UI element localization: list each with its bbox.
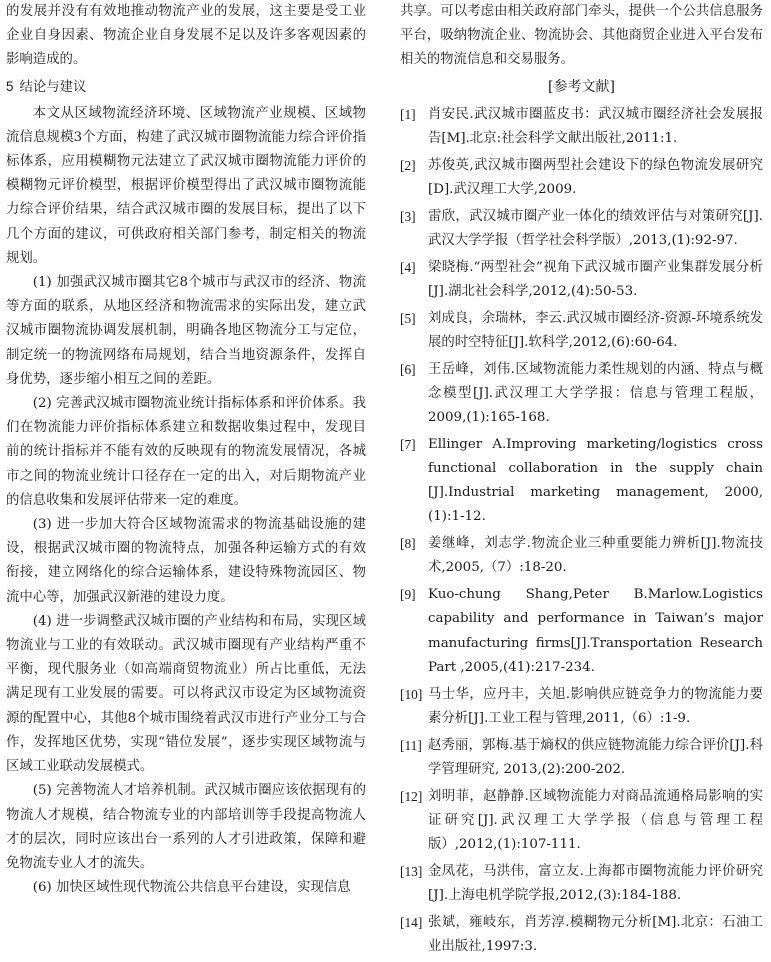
reference-item (400, 532, 763, 580)
paragraph-suggestion-6: (6) 加快区域性现代物流公共信息平台建设，实现信息 (32, 880, 351, 896)
section-number: 5 (6, 78, 14, 94)
paragraph-suggestion-2: (2) 完善武汉城市圈物流业统计指标体系和评价体系。我们在物流能力评价指标体系建立和数据收集过程中，发现目前的统计指标并不能有效的反映现有的物流发展情况，各城市之间的物流业统计口径存在一定的出入，对后期物流产业的信息收集和发展评估带来一定的难度。 (6, 396, 366, 508)
reference-item (400, 256, 763, 304)
reference-item (400, 433, 763, 530)
reference-item (400, 307, 763, 355)
paragraph-summary: 本文从区域物流经济环境、区域物流产业规模、区域物流信息规模3个方面，构建了武汉城市圈物流能力综合评价指标体系，应用模糊物元法建立了武汉城市圈物流能力评价的模糊物元评价模型，根据评价模型得出了武汉城市圈物流能力综合评价结果，结合武汉城市圈的发展目标，提出了以下几个方面的建议，可供政府相关部门参考，制定相关的物流规划。 (6, 105, 366, 266)
reference-number: [14] (400, 914, 423, 930)
reference-text: 王岳峰，刘伟.区域物流能力柔性规划的内涵、特点与概念模型[J].武汉理工大学学报：信息与管理工程版，2009,(1):165-168. (428, 361, 763, 426)
reference-number: [12] (400, 788, 423, 804)
reference-number: [8] (400, 536, 416, 552)
reference-text: 金凤花，马洪伟，富立友.上海都市圈物流能力评价研究[J].上海电机学院学报,2012,(3):184-188. (428, 863, 763, 904)
reference-number: [5] (400, 310, 416, 326)
reference-number: [7] (400, 436, 416, 452)
reference-text: 雷欣，武汉城市圈产业一体化的绩效评估与对策研究[J].武汉大学学报（哲学社会科学版）,2013,(1):92-97. (428, 208, 763, 248)
paragraph-suggestion-5: (5) 完善物流人才培养机制。武汉城市圈应该依据现有的物流人才规模，结合物流专业的内部培训等手段提高物流人才的层次，同时应该出台一系列的人才引进政策，保障和避免物流专业人才的流失。 (6, 783, 366, 871)
reference-number: [1] (400, 106, 416, 122)
reference-number: [3] (400, 208, 416, 224)
reference-item (400, 583, 763, 680)
reference-number: [4] (400, 259, 416, 275)
reference-item (400, 358, 763, 431)
right-continuation: 共享。可以考虑由相关政府部门牵头，提供一个公共信息服务平台，吸纳物流企业、物流协会、其他商贸企业进入平台发布相关的物流信息和交易服务。 (400, 4, 763, 68)
reference-number: [2] (400, 157, 416, 173)
section-title: 结论与建议 (19, 79, 87, 95)
reference-text: 肖安民.武汉城市圈蓝皮书：武汉城市圈经济社会发展报告[M].北京:社会科学文献出版社,2011:1. (428, 106, 763, 146)
reference-number: [11] (400, 737, 422, 753)
reference-item (400, 785, 763, 858)
reference-number: [13] (400, 863, 423, 879)
reference-number: [10] (400, 686, 423, 702)
left-column (6, 0, 366, 900)
intro-continuation: 的发展并没有有效地推动物流产业的发展，这主要是受工业企业自身因素、物流企业自身发展不足以及许多客观因素的影响造成的。 (6, 4, 366, 68)
reference-text: 赵秀丽，郭梅.基于熵权的供应链物流能力综合评价[J].科学管理研究, 2013,(2):200-202. (428, 737, 763, 777)
reference-text: Kuo-chung Shang,Peter B.Marlow.Logistics capability and performance in Taiwan’s major manufacturing firms[J].Transportation Research Part ,2005,(41):217-234. (428, 587, 763, 675)
reference-text: 马士华，应丹丰，关旭.影响供应链竞争力的物流能力要素分析[J].工业工程与管理,2011,（6）:1-9. (428, 686, 763, 726)
reference-text: 刘成良，余瑞林，李云.武汉城市圈经济-资源-环境系统发展的时空特征[J].软科学,2012,(6):60-64. (428, 310, 763, 350)
reference-text: 苏俊英,武汉城市圈两型社会建设下的绿色物流发展研究[D].武汉理工大学,2009. (428, 157, 763, 197)
section-heading (6, 75, 366, 100)
references-heading: [参考文献] (548, 78, 615, 95)
reference-item (400, 911, 763, 959)
reference-item (400, 734, 763, 782)
paragraph-suggestion-3: (3) 进一步加大符合区域物流需求的物流基础设施的建设，根据武汉城市圈的物流特点，加强各种运输方式的有效衔接，建立网络化的综合运输体系，建设特殊物流园区、物流中心等，加强武汉新港的建设力度。 (6, 517, 366, 605)
reference-item (400, 860, 763, 908)
reference-item (400, 154, 763, 202)
paragraph-suggestion-4: (4) 进一步调整武汉城市圈的产业结构和布局，实现区域物流业与工业的有效联动。武汉城市圈现有产业结构严重不平衡，现代服务业（如高端商贸物流业）所占比重低，无法满足现有工业发展的需要。可以将武汉市设定为区域物流资源的配置中心，其他8个城市围绕着武汉市进行产业分工与合作，发挥地区优势，实现“错位发展”，逐步实现区域物流与区域工业联动发展模式。 (6, 613, 366, 775)
reference-item (400, 205, 763, 253)
reference-list (400, 103, 763, 960)
right-column (400, 0, 763, 962)
reference-item (400, 103, 763, 151)
reference-text: Ellinger A.Improving marketing/logistics cross functional collaboration in the supply chain [J].Industrial marketing management, 2000, (1):1-12. (428, 436, 763, 525)
reference-text: 姜继峰，刘志学.物流企业三种重要能力辨析[J].物流技术,2005,（7）:18-20. (428, 536, 763, 576)
reference-text: 刘明菲，赵静静.区域物流能力对商品流通格局影响的实证研究[J].武汉理工大学学报（信息与管理工程版）,2012,(1):107-111. (428, 788, 763, 853)
paragraph-suggestion-1: (1) 加强武汉城市圈其它8个城市与武汉市的经济、物流等方面的联系，从地区经济和物流需求的实际出发，建立武汉城市圈物流协调发展机制，明确各地区物流分工与定位，制定统一的物流网络布局规划，结合当地资源条件，发挥自身优势，逐步缩小相互之间的差距。 (6, 275, 366, 387)
reference-number: [6] (400, 361, 416, 377)
reference-text: 张斌，雍岐东，肖芳淳.模糊物元分析[M].北京：石油工业出版社,1997:3. (428, 914, 763, 955)
reference-number: [9] (400, 587, 416, 603)
reference-text: 梁晓梅.“两型社会”视角下武汉城市圈产业集群发展分析[J].湖北社会科学,2012,(4):50-53. (428, 259, 763, 299)
reference-item (400, 683, 763, 731)
